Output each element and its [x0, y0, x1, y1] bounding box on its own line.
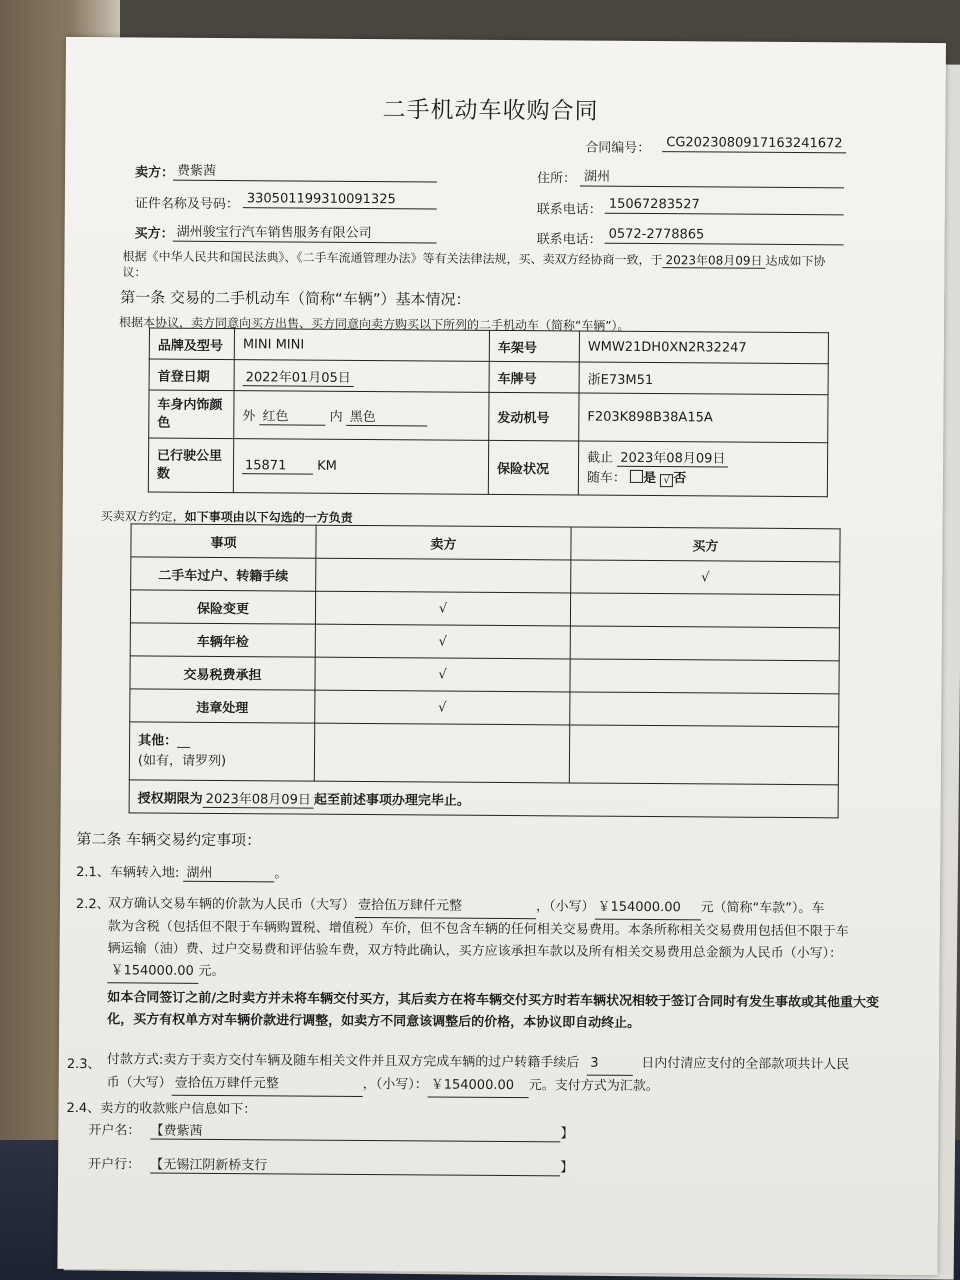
s22-paragraph [107, 893, 888, 988]
buyer-phone: 0572-2778865 [605, 227, 844, 246]
seller-label: 卖方： [135, 165, 175, 181]
table-row [130, 623, 839, 661]
brand-value: MINI MINI [234, 329, 489, 362]
price-upper: 壹拾伍万肆仟元整 [355, 895, 536, 919]
mileage-label: 已行驶公里数 [148, 438, 233, 493]
duty-seller-check: √ [315, 657, 570, 692]
s22-line-2: 款为含税（包括但不限于车辆购置税、增值税）车价，但不包含车辆的任何相关交易费用。本条所称相关交易费用包括但不限于车 [107, 919, 849, 940]
duties-header-buyer: 买方 [571, 527, 840, 562]
duty-item: 车辆年检 [130, 623, 315, 657]
duty-seller-check [316, 558, 571, 593]
s21-number: 2.1、 [76, 865, 110, 881]
other-note: (如有，请罗列) [137, 752, 227, 769]
s22-text-b: ，（小写） [535, 899, 595, 915]
deadline-date: 2023年08月09日 [203, 791, 314, 808]
account-name-field [150, 1120, 560, 1143]
bank-row [88, 1153, 573, 1176]
insurance-no-checkbox[interactable]: √ [660, 474, 673, 487]
total-amount: ￥154000.00 [107, 960, 198, 984]
outer-color-label: 外 [242, 408, 256, 424]
engine-value: F203K898B38A15A [579, 393, 828, 443]
account-name-row [88, 1119, 573, 1142]
s23-text-e: 元。支付方式为汇款。 [528, 1078, 659, 1095]
inner-color: 黑色 [347, 405, 428, 426]
s24-text: 卖方的收款账户信息如下： [100, 1101, 257, 1118]
contract-no-label: 合同编号： [585, 140, 651, 157]
insurance-until-row [587, 448, 819, 470]
duties-header-seller: 卖方 [316, 525, 571, 560]
s22-number: 2.2、 [75, 897, 110, 913]
color-label: 车身内饰颜色 [149, 390, 234, 439]
s21-line [76, 861, 287, 882]
intro-line [122, 247, 825, 269]
insurance-no-label: 否 [673, 470, 687, 486]
s22-line-3: 辆运输（油）费、过户交易费和评估验车费，双方特此确认，买方应该承担车款以及所有相关交易费用总金额为人民币（小写）： [107, 941, 843, 962]
other-value: __ [177, 733, 191, 749]
vin-label: 车架号 [489, 330, 579, 362]
bank-label: 开户行： [88, 1157, 141, 1173]
contract-no-value: CG2023080917163241672 [662, 135, 846, 153]
other-label: 其他： [138, 732, 178, 749]
s23-text-d: ，（小写）： [362, 1077, 428, 1093]
other-cell [129, 722, 314, 781]
table-row [131, 557, 840, 595]
bracket-right: 】 [560, 1160, 574, 1176]
duty-buyer-check [570, 626, 839, 661]
duty-item: 交易税费承担 [130, 656, 315, 690]
deadline-text-end: 起至前述事项办理完毕止。 [313, 792, 470, 809]
s21-value: 湖州 [183, 862, 274, 883]
mileage-value: 15871 [242, 458, 313, 474]
seller-id: 330501199310091325 [243, 191, 437, 209]
s23-text-a: 付款方式:卖方于卖方交付车辆及随车相关文件并且双方完成车辆的过户转籍手续后 [106, 1052, 580, 1071]
insurance-follow-row [587, 468, 819, 490]
duty-buyer-check: √ [571, 560, 840, 595]
plate-label: 车牌号 [489, 361, 579, 393]
buyer-name: 湖州骏宝行汽车销售服务有限公司 [173, 221, 437, 244]
s21-period: 。 [274, 866, 288, 882]
brand-label: 品牌及型号 [149, 328, 234, 360]
vin-value: WMW21DH0XN2R32247 [579, 331, 828, 364]
intro-text: 根据《中华人民共和国民法典》、《二手车流通管理办法》等有关法律法规，买、卖双方经协商一致，于 [122, 249, 663, 268]
intro-text-end: 达成如下协 [765, 253, 826, 269]
pay-lower: ￥154000.00 [428, 1074, 529, 1098]
other-buyer [569, 725, 838, 785]
first-reg-value: 2022年01月05日 [243, 370, 354, 387]
bank-field [150, 1154, 560, 1177]
vehicle-info-table [148, 328, 829, 498]
seller-name: 费紫茜 [173, 160, 437, 183]
seller-phone: 15067283527 [605, 197, 844, 216]
table-row [129, 722, 838, 785]
insurance-label: 保险状况 [488, 440, 578, 495]
duty-item: 违章处理 [130, 689, 315, 723]
plate-value: 浙E73M51 [579, 362, 828, 395]
duties-intro-text: 买卖双方约定， [100, 509, 185, 524]
deadline-cell [129, 780, 838, 818]
duty-buyer-check [570, 593, 839, 628]
table-row [130, 656, 839, 694]
insurance-yes-checkbox[interactable] [630, 469, 643, 482]
article-2-heading: 第二条 车辆交易约定事项： [76, 830, 262, 850]
duties-header-item: 事项 [131, 524, 316, 558]
duties-intro-bold: 如下事项由以下勾选的一方负责 [184, 509, 353, 525]
bracket-right: 】 [560, 1126, 574, 1142]
pay-upper: 壹拾伍万肆仟元整 [172, 1073, 363, 1097]
buyer-label: 买方： [134, 226, 174, 242]
duty-buyer-check [570, 659, 839, 694]
bank-name: 无锡江阴新桥支行 [163, 1157, 268, 1174]
buyer-phone-label: 联系电话： [536, 232, 602, 248]
article-1-heading: 第一条 交易的二手机动车（简称“车辆”）基本情况： [120, 288, 471, 309]
duty-seller-check: √ [315, 690, 570, 725]
other-seller [314, 723, 569, 783]
duty-item: 二手车过户、转籍手续 [131, 557, 316, 591]
color-cell [234, 391, 489, 441]
bracket-left: 【 [150, 1157, 164, 1173]
duties-table [129, 523, 841, 818]
inner-color-label: 内 [329, 409, 343, 425]
seller-id-label: 证件名称及号码： [134, 196, 239, 213]
s24-line [66, 1097, 256, 1117]
s21-text: 车辆转入地: [109, 865, 180, 881]
contract-page [57, 37, 946, 1275]
s22-text-a: 双方确认交易车辆的价款为人民币（大写） [107, 896, 356, 913]
insurance-cell [578, 441, 827, 497]
insurance-until: 2023年08月09日 [617, 450, 728, 467]
intro-date: 2023年08月09日 [662, 253, 765, 269]
page-title: 二手机动车收购合同 [382, 97, 599, 125]
price-lower: ￥154000.00 [594, 897, 700, 921]
insurance-until-label: 截止 [587, 450, 614, 466]
duty-seller-check: √ [315, 624, 570, 659]
seller-phone-label: 联系电话： [536, 202, 602, 218]
adjustment-clause: 如本合同签订之前/之时卖方并未将车辆交付买方，其后卖方在将车辆交付买方时若车辆状况相较于签订合同时有发生事故或其他重大变化，买方有权单方对车辆价款进行调整，如卖方不同意该调整后的价格，本协议即自动终止。 [107, 990, 880, 1031]
total-yuan: 元。 [198, 963, 225, 980]
duty-item: 保险变更 [130, 590, 315, 624]
s23-text-b: 日内付清应支付的全部款项共计人民 [641, 1055, 850, 1073]
intro-line-2: 议： [122, 265, 147, 280]
payment-days: 3 [587, 1053, 633, 1076]
duty-seller-check: √ [315, 591, 570, 626]
s23-paragraph [107, 1049, 897, 1101]
account-name-label: 开户名： [88, 1123, 141, 1139]
mileage-cell [233, 439, 488, 495]
s23-text-c: 币（大写） [106, 1075, 172, 1091]
deadline-text: 授权期限为 [137, 790, 203, 807]
other-row [138, 731, 313, 752]
article-1-intro: 根据本协议，卖方同意向买方出售、买方同意向卖方购买以下所列的二手机动车（简称“车辆”）。 [118, 315, 630, 333]
insurance-yes-label: 是 [643, 470, 657, 486]
engine-label: 发动机号 [489, 392, 579, 441]
s22-text-c: 元（简称“车款”）。车 [700, 900, 825, 917]
table-row [130, 590, 839, 628]
s24-number: 2.4、 [66, 1100, 101, 1117]
insurance-follow-label: 随车： [586, 470, 627, 486]
mileage-unit: KM [317, 458, 337, 474]
table-row [130, 689, 839, 727]
account-name: 费紫茜 [163, 1123, 203, 1139]
first-reg-cell [234, 360, 489, 393]
first-reg-label: 首登日期 [149, 359, 234, 391]
seller-address: 湖州 [580, 166, 844, 189]
seller-address-label: 住所： [536, 171, 577, 187]
bracket-left: 【 [150, 1123, 164, 1139]
s23-number: 2.3、 [66, 1056, 101, 1073]
duty-buyer-check [570, 692, 839, 727]
outer-color: 红色 [259, 405, 325, 425]
